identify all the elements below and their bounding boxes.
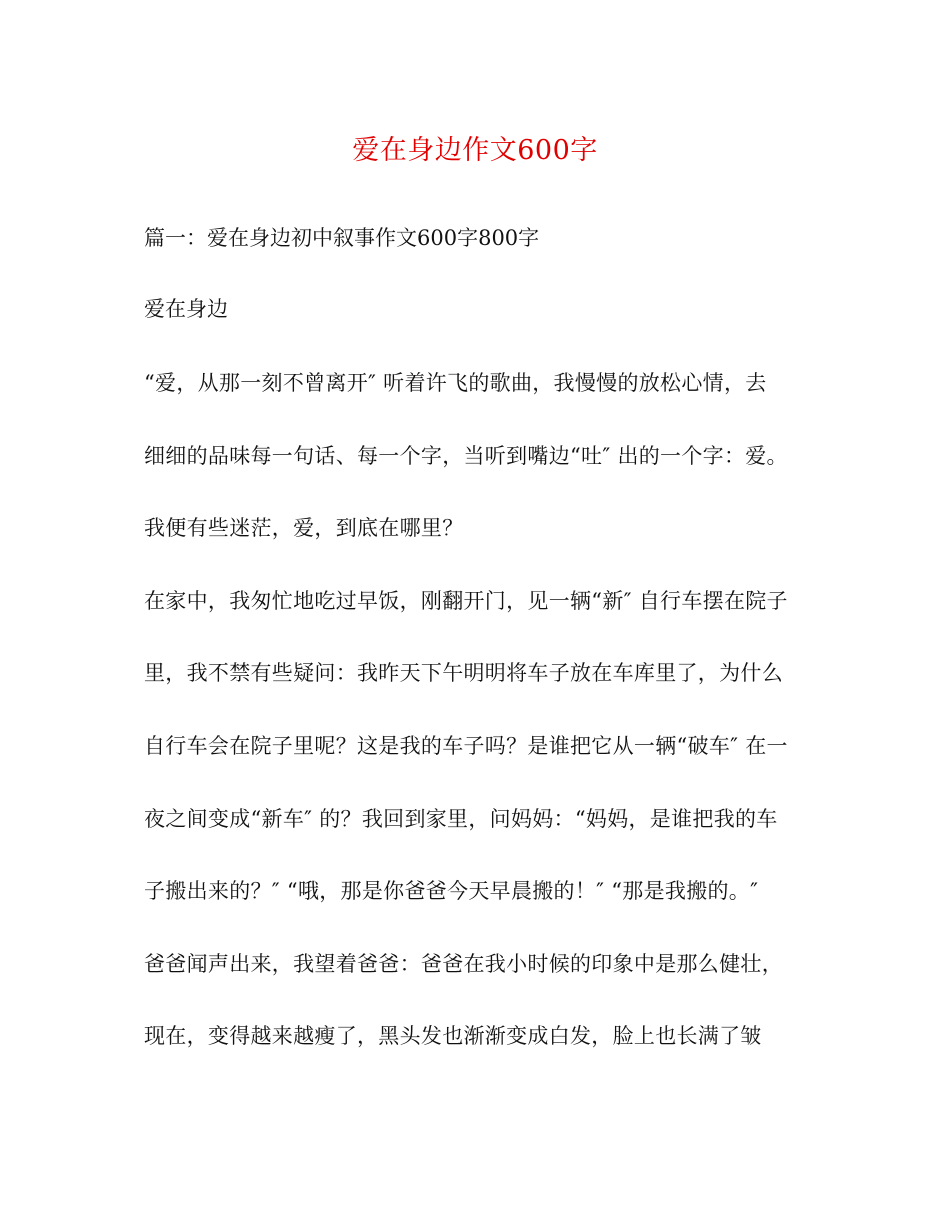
body-line-7: 夜之间变成“新车″ 的？我回到家里，问妈妈：“妈妈，是谁把我的车 bbox=[144, 807, 778, 831]
body-line-8: 子搬出来的？″ “哦，那是你爸爸今天早晨搬的！″ “那是我搬的。″ bbox=[144, 879, 759, 903]
article-heading: 爱在身边 bbox=[144, 297, 228, 321]
body-line-1: “爱，从那一刻不曾离开″ 听着许飞的歌曲，我慢慢的放松心情，去 bbox=[144, 371, 767, 395]
body-line-2: 细细的品味每一句话、每一个字，当听到嘴边“吐″ 出的一个字：爱。 bbox=[144, 444, 788, 468]
article-subtitle: 篇一：爱在身边初中叙事作文600字800字 bbox=[144, 226, 540, 250]
body-line-10: 现在，变得越来越瘦了，黑头发也渐渐变成白发，脸上也长满了皱 bbox=[144, 1024, 762, 1048]
body-line-4: 在家中，我匆忙地吃过早饭，刚翻开门，见一辆“新″ 自行车摆在院子 bbox=[144, 589, 788, 613]
body-line-6: 自行车会在院子里呢？这是我的车子吗？是谁把它从一辆“破车″ 在一 bbox=[144, 734, 788, 758]
document-title: 爱在身边作文600字 bbox=[352, 135, 598, 166]
body-line-9: 爸爸闻声出来，我望着爸爸：爸爸在我小时候的印象中是那么健壮， bbox=[144, 952, 783, 976]
body-line-5: 里，我不禁有些疑问：我昨天下午明明将车子放在车库里了，为什么 bbox=[144, 661, 783, 685]
body-line-3: 我便有些迷茫，爱，到底在哪里？ bbox=[144, 516, 464, 540]
